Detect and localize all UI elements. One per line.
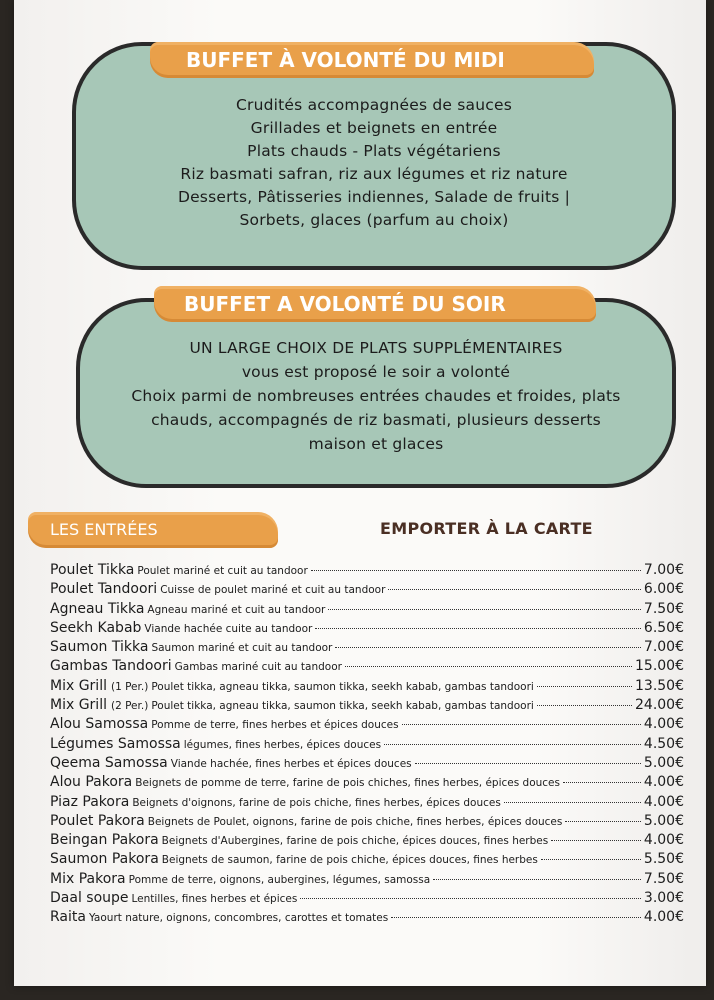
emporter-carte-title: EMPORTER À LA CARTE: [380, 519, 593, 538]
dish-price: 6.50€: [643, 619, 684, 636]
dish-name: Saumon Tikka: [50, 639, 149, 656]
dish-description: Yaourt nature, oignons, concombres, carottes et tomates: [88, 912, 389, 925]
buffet-soir-line: vous est proposé le soir a volonté: [241, 363, 511, 381]
dot-leader: [384, 744, 641, 745]
dish-price: 7.50€: [643, 600, 684, 617]
buffet-soir-line: Choix parmi de nombreuses entrées chaudes et froides, plats: [131, 387, 621, 405]
dish-name: Saumon Pakora: [50, 851, 159, 868]
dish-description: Beignets d'Aubergines, farine de pois chiche, épices douces, fines herbes: [161, 835, 549, 848]
dish-name: Piaz Pakora: [50, 793, 130, 810]
menu-item-row: [50, 755, 684, 774]
menu-item-row: [50, 639, 684, 658]
menu-item-row: [50, 716, 684, 735]
dish-description: Poulet tikka, agneau tikka, saumon tikka, seekh kabab, gambas tandoori: [151, 680, 534, 693]
menu-item-row: [50, 620, 684, 639]
dish-description: Cuisse de poulet mariné et cuit au tandoor: [160, 584, 386, 597]
menu-item-row: [50, 890, 684, 909]
buffet-midi-line: Desserts, Pâtisseries indiennes, Salade de fruits |: [177, 188, 571, 206]
dot-leader: [565, 821, 641, 822]
dish-price: 7.00€: [643, 639, 684, 656]
dish-name: Poulet Tikka: [50, 562, 135, 578]
dish-name: Légumes Samossa: [50, 735, 181, 752]
dish-name: Seekh Kabab: [50, 619, 142, 636]
buffet-midi-line: Riz basmati safran, riz aux légumes et riz nature: [180, 165, 568, 183]
dot-leader: [315, 628, 641, 629]
dot-leader: [537, 686, 632, 687]
dot-leader: [300, 898, 641, 899]
dish-description: Gambas mariné cuit au tandoor: [174, 661, 342, 674]
dot-leader: [563, 782, 641, 783]
buffet-midi-line: Sorbets, glaces (parfum au choix): [239, 211, 509, 229]
buffet-soir-title: BUFFET A VOLONTÉ DU SOIR: [154, 286, 596, 322]
dish-portion: (1 Per.): [110, 680, 149, 693]
menu-item-row: [50, 562, 684, 581]
dot-leader: [541, 859, 641, 860]
buffet-soir-line: maison et glaces: [308, 435, 444, 453]
dish-description: Saumon mariné et cuit au tandoor: [151, 642, 333, 655]
menu-item-row: [50, 832, 684, 851]
dish-price: 13.50€: [635, 677, 684, 694]
menu-item-row: [50, 658, 684, 677]
buffet-soir-line: UN LARGE CHOIX DE PLATS SUPPLÉMENTAIRES: [189, 339, 563, 357]
dish-portion: (2 Per.): [110, 700, 149, 713]
dish-price: 4.50€: [643, 735, 684, 752]
dish-price: 4.00€: [643, 909, 684, 926]
menu-item-row: [50, 871, 684, 890]
dish-description: Pomme de terre, fines herbes et épices douces: [151, 719, 399, 732]
dish-name: Daal soupe: [50, 890, 129, 907]
buffet-soir-line: chauds, accompagnés de riz basmati, plusieurs desserts: [151, 411, 601, 429]
dish-price: 4.00€: [643, 832, 684, 849]
dish-description: Beignets de saumon, farine de pois chiche, épices douces, fines herbes: [161, 854, 538, 867]
menu-page: [14, 0, 706, 986]
dot-leader: [345, 666, 632, 667]
menu-item-row: [50, 851, 684, 870]
menu-item-row: [50, 774, 684, 793]
buffet-midi-line: Plats chauds - Plats végétariens: [247, 142, 501, 160]
menu-item-row: [50, 909, 684, 928]
menu-item-row: [50, 678, 684, 697]
dot-leader: [391, 917, 641, 918]
dish-name: Alou Pakora: [50, 774, 133, 791]
dot-leader: [537, 705, 632, 706]
dish-description: Beignets de pomme de terre, farine de pois chiches, fines herbes, épices douces: [135, 777, 560, 790]
dish-name: Poulet Tandoori: [50, 581, 158, 598]
dish-price: 7.00€: [643, 562, 684, 578]
menu-item-row: [50, 794, 684, 813]
dish-name: Mix Pakora: [50, 870, 126, 887]
dish-description: légumes, fines herbes, épices douces: [183, 738, 382, 751]
dish-name: Beingan Pakora: [50, 832, 159, 849]
dish-price: 15.00€: [635, 658, 684, 675]
dot-leader: [328, 609, 641, 610]
dot-leader: [504, 802, 641, 803]
dish-price: 5.00€: [643, 812, 684, 829]
menu-item-row: [50, 813, 684, 832]
dish-description: Lentilles, fines herbes et épices: [131, 893, 298, 906]
dish-description: Viande hachée cuite au tandoor: [144, 622, 313, 635]
dish-description: Pomme de terre, oignons, aubergines, légumes, samossa: [128, 873, 431, 886]
dish-description: Viande hachée, fines herbes et épices douces: [170, 757, 412, 770]
dish-price: 5.50€: [643, 851, 684, 868]
dish-name: Gambas Tandoori: [50, 658, 172, 675]
dish-price: 7.50€: [643, 870, 684, 887]
menu-item-row: [50, 601, 684, 620]
dish-name: Poulet Pakora: [50, 812, 145, 829]
entrees-section-title: LES ENTRÉES: [28, 512, 278, 548]
buffet-midi-title: BUFFET À VOLONTÉ DU MIDI: [150, 42, 594, 78]
dish-name: Raita: [50, 909, 86, 926]
dish-price: 5.00€: [643, 754, 684, 771]
dish-name: Agneau Tikka: [50, 600, 145, 617]
dish-price: 24.00€: [635, 697, 684, 714]
dot-leader: [433, 879, 641, 880]
dish-description: Agneau mariné et cuit au tandoor: [147, 603, 326, 616]
menu-item-row: [50, 581, 684, 600]
dish-name: Alou Samossa: [50, 716, 149, 733]
dish-description: Beignets de Poulet, oignons, farine de pois chiche, fines herbes, épices douces: [147, 815, 563, 828]
dish-description: Beignets d'oignons, farine de pois chiche, fines herbes, épices douces: [132, 796, 501, 809]
buffet-midi-line: Grillades et beignets en entrée: [250, 119, 498, 137]
buffet-midi-line: Crudités accompagnées de sauces: [235, 96, 512, 114]
dot-leader: [402, 724, 641, 725]
dish-name: Mix Grill: [50, 677, 107, 694]
dot-leader: [551, 840, 641, 841]
dish-price: 4.00€: [643, 716, 684, 733]
dot-leader: [415, 763, 641, 764]
dish-price: 3.00€: [643, 890, 684, 907]
dish-name: Mix Grill: [50, 697, 107, 714]
dish-description: Poulet mariné et cuit au tandoor: [137, 565, 308, 577]
menu-item-row: [50, 736, 684, 755]
dish-price: 6.00€: [643, 581, 684, 598]
dot-leader: [335, 647, 641, 648]
dish-description: Poulet tikka, agneau tikka, saumon tikka, seekh kabab, gambas tandoori: [151, 700, 534, 713]
buffet-soir-panel: [76, 298, 676, 488]
dot-leader: [311, 570, 641, 571]
dish-price: 4.00€: [643, 793, 684, 810]
menu-item-row: [50, 697, 684, 716]
entrees-list: [50, 562, 684, 929]
dish-name: Qeema Samossa: [50, 754, 168, 771]
dot-leader: [388, 589, 641, 590]
dish-price: 4.00€: [643, 774, 684, 791]
